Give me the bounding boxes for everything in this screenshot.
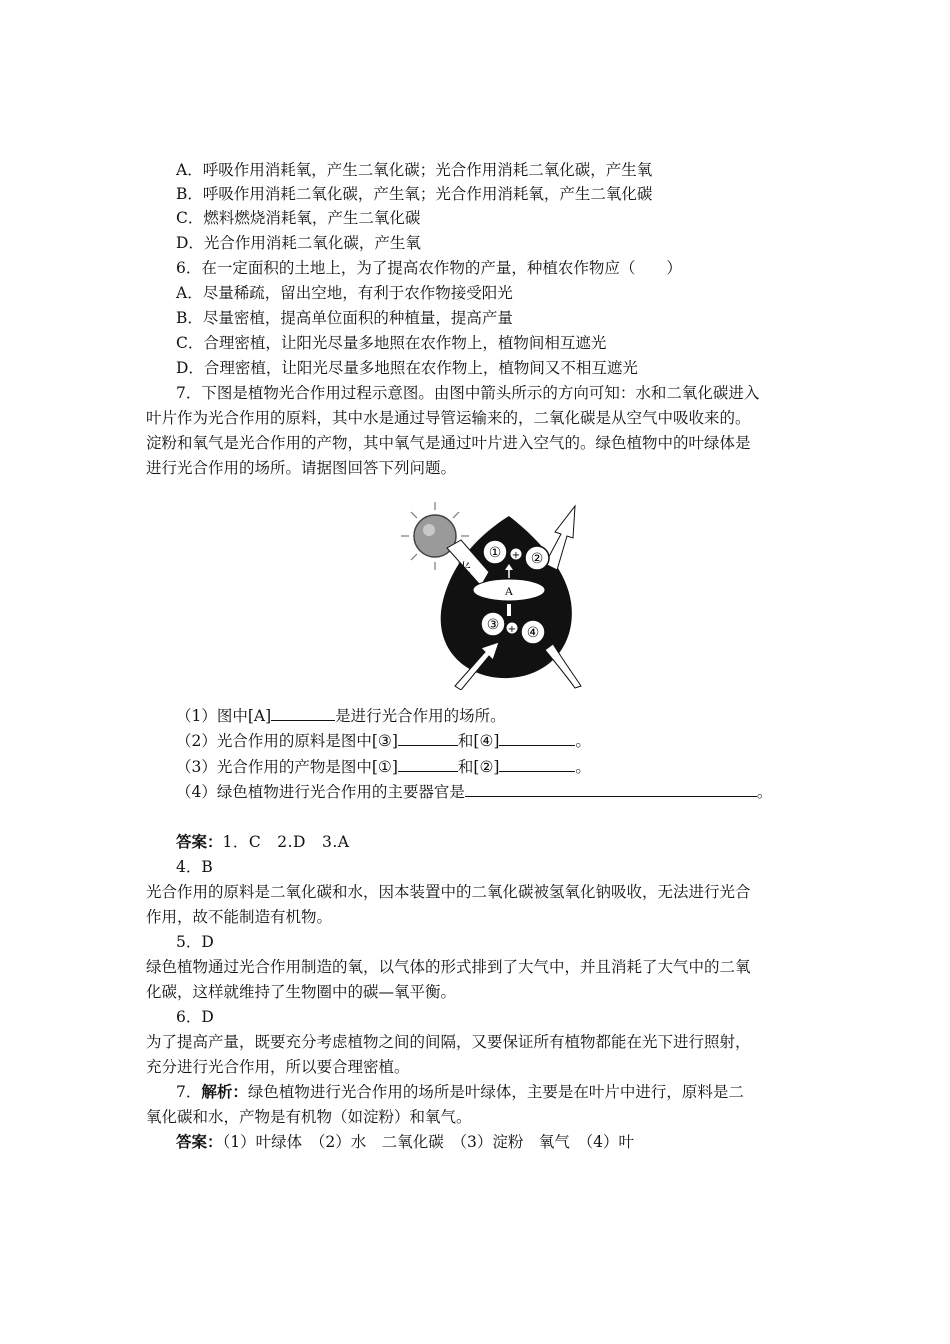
s1-suffix: 是进行光合作用的场所。 bbox=[335, 707, 506, 725]
s3-bracket-2: ] bbox=[493, 758, 500, 776]
photosynthesis-leaf-diagram bbox=[385, 494, 605, 690]
blank-2 bbox=[398, 731, 458, 746]
final-answer-line bbox=[176, 1132, 634, 1152]
answers-line-1 bbox=[176, 832, 349, 852]
answer-7-num: 7． bbox=[176, 1083, 202, 1101]
q7-stem-line-2: 叶片作为光合作用的原料，其中水是通过导管运输来的，二氧化碳是从空气中吸收来的。 bbox=[146, 409, 751, 427]
answer-4-line-1: 光合作用的原料是二氧化碳和水，因本装置中的二氧化碳被氢氧化钠吸收，无法进行光合 bbox=[146, 883, 751, 901]
s3-end: 。 bbox=[575, 758, 591, 776]
label-c1: ① bbox=[488, 545, 502, 561]
blank-1 bbox=[271, 706, 335, 721]
q7-sub-3 bbox=[176, 757, 591, 777]
q7-sub-2 bbox=[176, 731, 591, 751]
q7-stem-line-1: 7．下图是植物光合作用过程示意图。由图中箭头所示的方向可知：水和二氧化碳进入 bbox=[176, 384, 760, 402]
q5-option-d: D．光合作用消耗二氧化碳，产生氧 bbox=[176, 234, 421, 252]
q6-option-d: D．合理密植，让阳光尽量多地照在农作物上，植物间又不相互遮光 bbox=[176, 359, 638, 377]
s2-circle-4: ④ bbox=[479, 732, 494, 750]
final-answer-text: （1）叶绿体 （2）水 二氧化碳 （3）淀粉 氧气 （4）叶 bbox=[222, 1133, 634, 1151]
s3-circle-1: ① bbox=[377, 758, 392, 776]
s3-circle-2: ② bbox=[479, 758, 494, 776]
q7-sub-4 bbox=[176, 782, 772, 802]
q6-option-b: B．尽量密植，提高单位面积的种植量，提高产量 bbox=[176, 309, 513, 327]
final-answer-label: 答案： bbox=[176, 1132, 223, 1151]
answer-5-line-2: 化碳，这样就维持了生物圈中的碳—氧平衡。 bbox=[146, 983, 457, 1001]
blank-6 bbox=[465, 782, 757, 797]
answer-7-line-1 bbox=[176, 1082, 744, 1102]
s2-bracket: ] bbox=[391, 732, 398, 750]
q7-stem-line-4: 进行光合作用的场所。请据图回答下列问题。 bbox=[146, 459, 457, 477]
answer-7-line-2: 氧化碳和水，产物是有机物（如淀粉）和氧气。 bbox=[146, 1108, 472, 1126]
s3-bracket: ] bbox=[391, 758, 398, 776]
answer-6-num: 6．D bbox=[176, 1008, 214, 1026]
answer-4-num: 4．B bbox=[176, 858, 213, 876]
q7-sub-1 bbox=[176, 706, 506, 726]
s4-end: 。 bbox=[756, 783, 773, 801]
water-in-stem bbox=[545, 644, 581, 688]
s2-bracket-2: ] bbox=[493, 732, 500, 750]
s2-prefix: （2）光合作用的原料是图中[ bbox=[176, 732, 378, 750]
q6-stem: 6．在一定面积的土地上，为了提高农作物的产量，种植农作物应（ ） bbox=[176, 259, 682, 277]
label-c3: ③ bbox=[486, 617, 500, 633]
label-a: A bbox=[504, 584, 514, 598]
s2-circle-3: ③ bbox=[377, 732, 392, 750]
answers-1-3: 1．C 2.D 3.A bbox=[222, 833, 350, 851]
s2-and: 和[ bbox=[457, 732, 480, 750]
plus-bottom: + bbox=[507, 624, 517, 635]
s4-prefix: （4）绿色植物进行光合作用的主要器官是 bbox=[176, 783, 465, 801]
answer-4-line-2: 作用，故不能制造有机物。 bbox=[146, 908, 333, 926]
s3-prefix: （3）光合作用的产物是图中[ bbox=[176, 758, 378, 776]
q7-stem-line-3: 淀粉和氧气是光合作用的产物，其中氧气是通过叶片进入空气的。绿色植物中的叶绿体是 bbox=[146, 434, 751, 452]
answer-6-line-2: 充分进行光合作用，所以要合理密植。 bbox=[146, 1058, 410, 1076]
q6-option-c: C．合理密植，让阳光尽量多地照在农作物上，植物间相互遮光 bbox=[176, 334, 607, 352]
analysis-text-1: 绿色植物进行光合作用的场所是叶绿体，主要是在叶片中进行，原料是二 bbox=[247, 1083, 744, 1101]
q5-option-a: A．呼吸作用消耗氧，产生二氧化碳；光合作用消耗二氧化碳，产生氧 bbox=[176, 161, 653, 179]
answer-5-line-1: 绿色植物通过光合作用制造的氧，以气体的形式排到了大气中，并且消耗了大气中的二氧 bbox=[146, 958, 751, 976]
s1-prefix: （1）图中[A] bbox=[176, 707, 272, 725]
blank-4 bbox=[398, 757, 458, 772]
q6-option-a: A．尽量稀疏，留出空地，有利于农作物接受阳光 bbox=[176, 284, 513, 302]
analysis-label: 解析： bbox=[201, 1082, 248, 1101]
label-c4: ④ bbox=[526, 625, 540, 641]
blank-3 bbox=[499, 731, 575, 746]
label-c2: ② bbox=[530, 551, 544, 567]
answer-5-num: 5．D bbox=[176, 933, 214, 951]
s3-and: 和[ bbox=[457, 758, 480, 776]
blank-5 bbox=[499, 757, 575, 772]
answers-label: 答案： bbox=[176, 832, 223, 851]
plus-top: + bbox=[511, 550, 521, 561]
answer-6-line-1: 为了提高产量，既要充分考虑植物之间的间隔，又要保证所有植物都能在光下进行照射， bbox=[146, 1033, 751, 1051]
light-label: 光 bbox=[456, 562, 472, 578]
q5-option-c: C．燃料燃烧消耗氧，产生二氧化碳 bbox=[176, 209, 421, 227]
q5-option-b: B．呼吸作用消耗二氧化碳，产生氧；光合作用消耗氧，产生二氧化碳 bbox=[176, 185, 653, 203]
s2-end: 。 bbox=[575, 732, 591, 750]
